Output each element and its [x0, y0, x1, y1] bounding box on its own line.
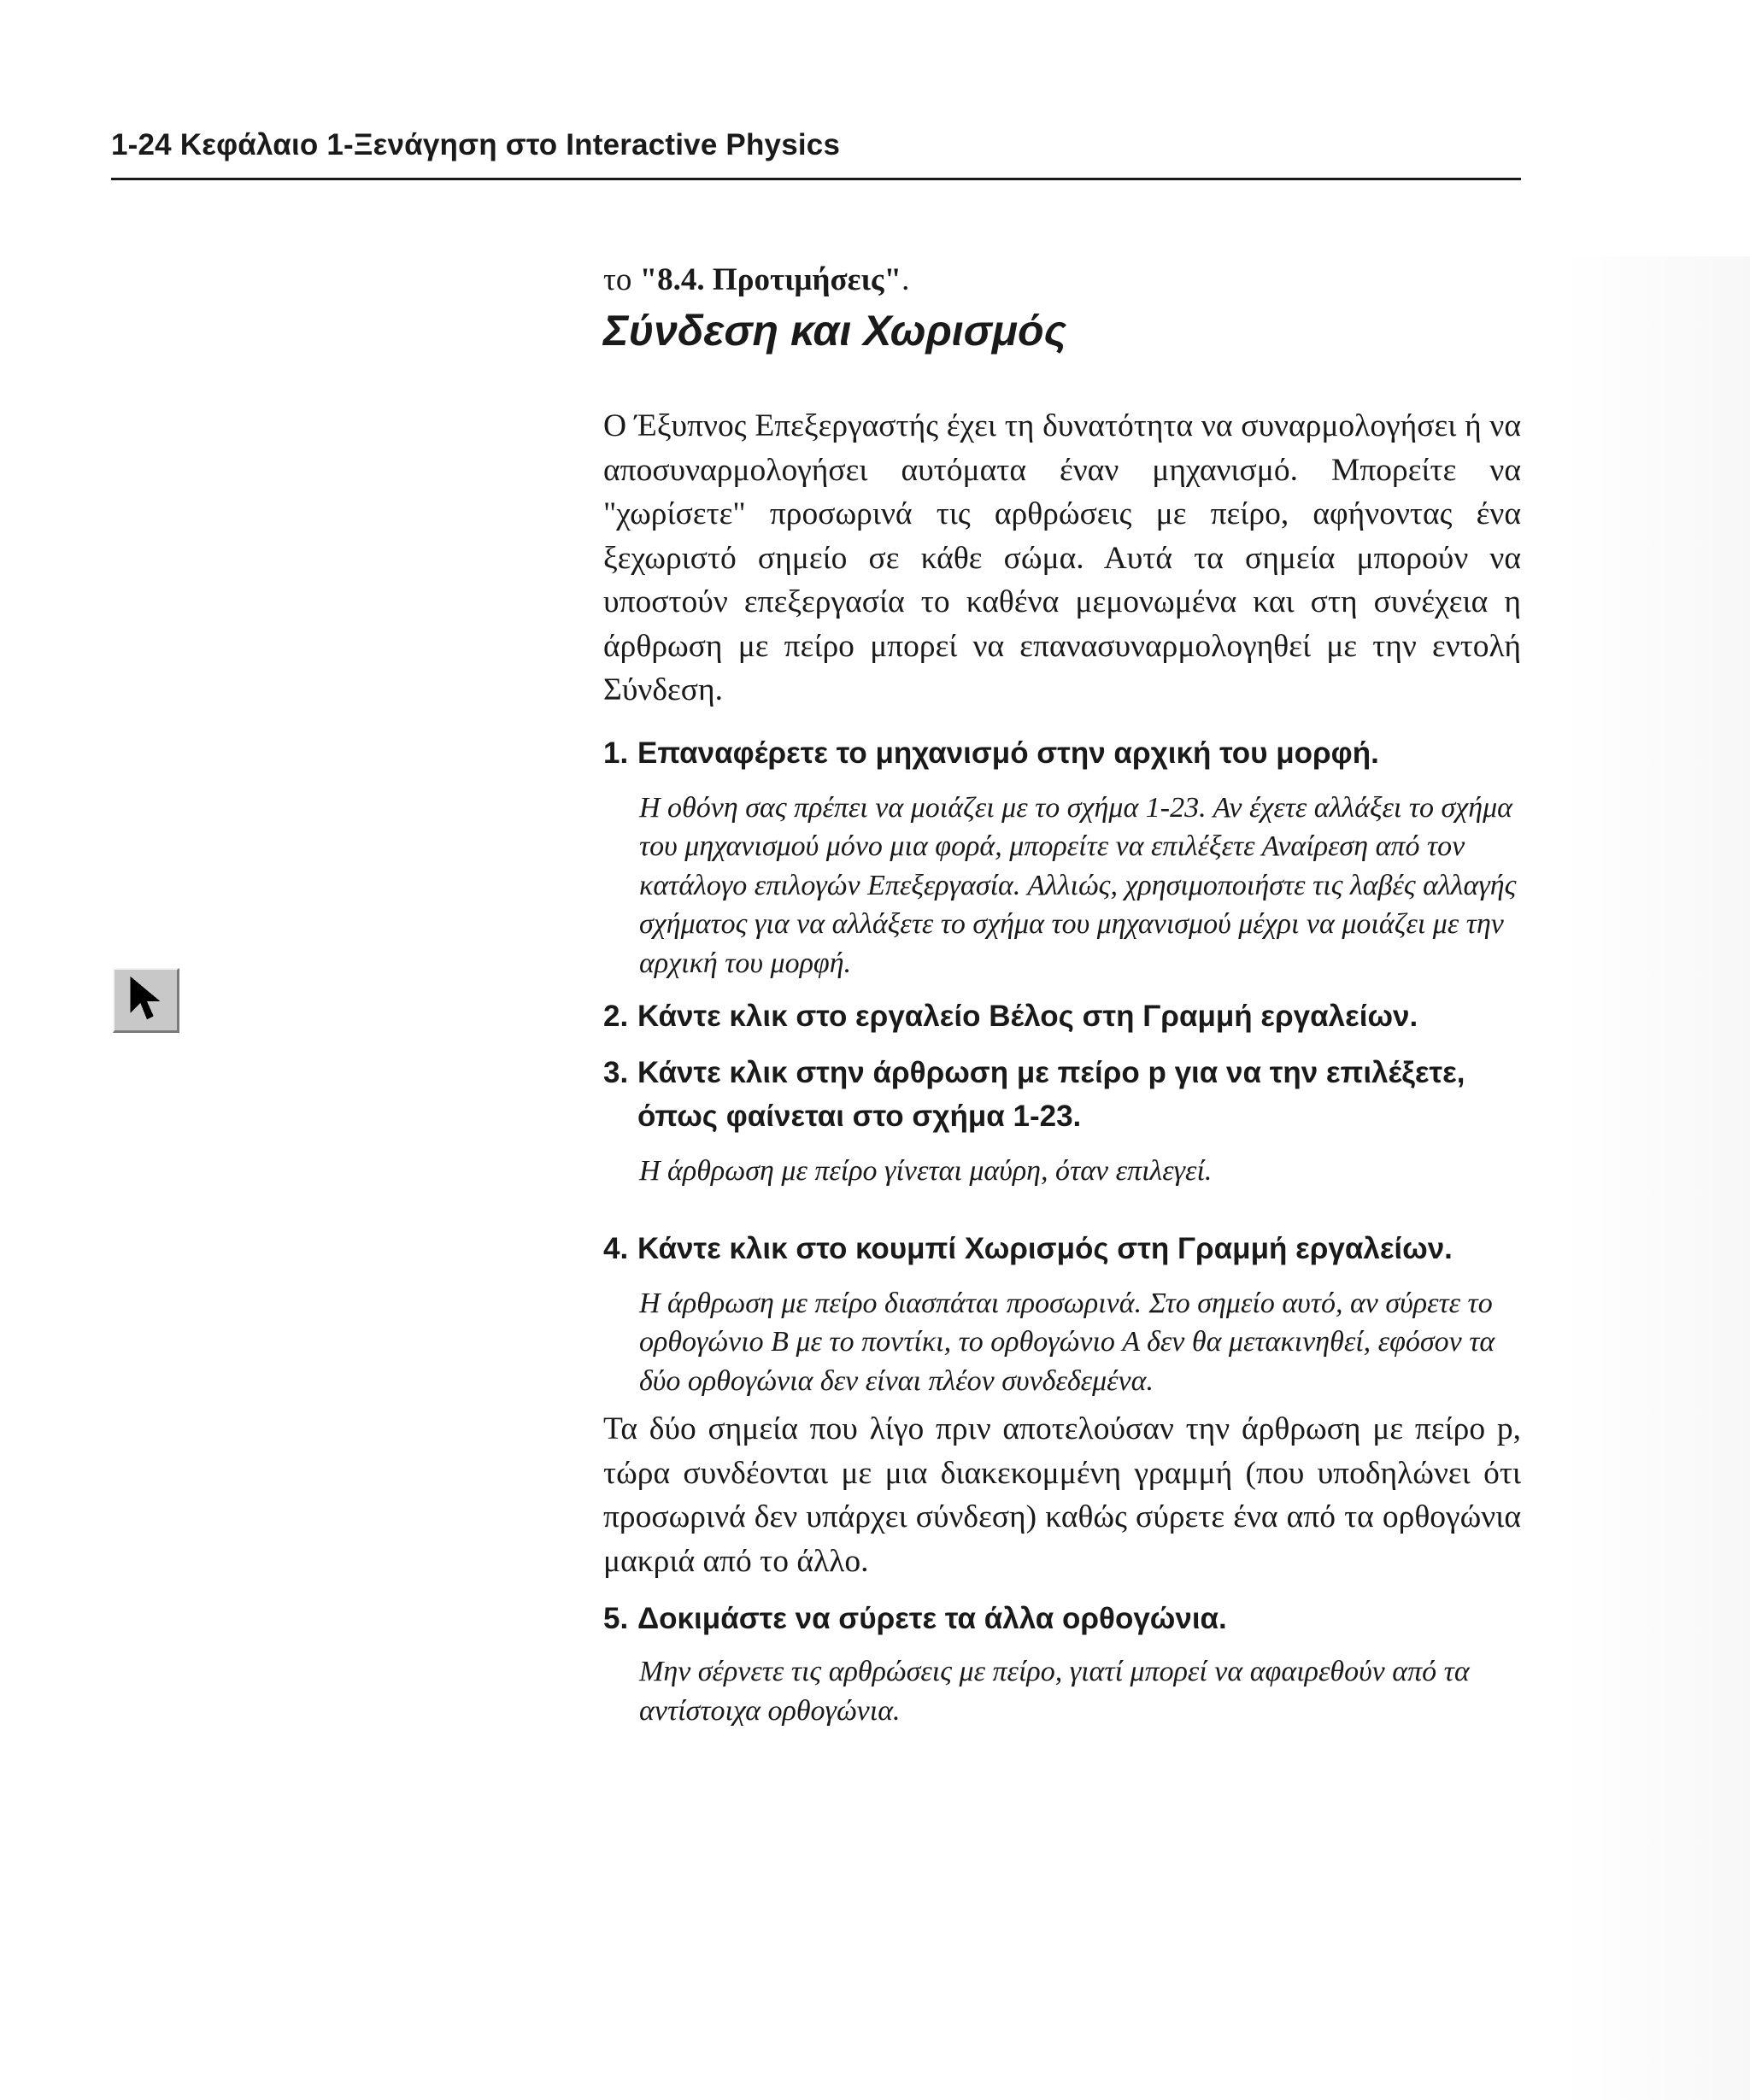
step-1-note: Η οθόνη σας πρέπει να μοιάζει με το σχήμα 1-23. Αν έχετε αλλάξει το σχήμα του μηχανισμού μόνο μια φορά, μπορείτε να επιλέξετε Αναίρεση από τον κατάλογο επιλογών Επεξεργασία. Αλλιώς, χρησιμοποιήστε τις λαβές αλλαγής σχήματος για να αλλάξετε το σχήμα του μηχανισμού μέχρι να μοιάζει με την αρχική του μορφή.: [639, 791, 1517, 979]
step-text: Κάντε κλικ στο εργαλείο Βέλος στη Γραμμή εργαλείων.: [637, 1000, 1418, 1033]
arrow-pointer-icon: [130, 977, 164, 1026]
step-1: [603, 731, 1521, 775]
step-3-note: Η άρθρωση με πείρο γίνεται μαύρη, όταν επιλεγεί.: [639, 1155, 1213, 1187]
step-2: [603, 994, 1521, 1038]
header-rule: [111, 178, 1521, 180]
step-text: Επαναφέρετε το μηχανισμό στην αρχική του μορφή.: [637, 736, 1379, 770]
step-number: 1.: [603, 736, 629, 770]
running-head: 1-24 Κεφάλαιο 1-Ξενάγηση στο Interactive Physics: [111, 128, 841, 161]
step-text: Κάντε κλικ στο κουμπί Χωρισμός στη Γραμμή εργαλείων.: [637, 1231, 1453, 1265]
step-3: [603, 1051, 1521, 1138]
main-content: [603, 261, 1521, 1730]
step-5-note: Μην σέρνετε τις αρθρώσεις με πείρο, γιατί μπορεί να αφαιρεθούν από τα αντίστοιχα ορθογώνια.: [639, 1656, 1470, 1727]
lead-reference: "8.4. Προτιμήσεις": [639, 262, 902, 297]
intro-paragraph: Ο Έξυπνος Επεξεργαστής έχει τη δυνατότητα να συναρμολογήσει ή να αποσυναρμολογήσει αυτόματα έναν μηχανισμό. Μπορείτε να "χωρίσετε" προσωρινά τις αρθρώσεις με πείρο, αφήνοντας ένα ξεχωριστό σημείο σε κάθε σώμα. Αυτά τα σημεία μπορούν να υποστούν επεξεργασία το καθένα μεμονωμένα και στη συνέχεια η άρθρωση με πείρο μπορεί να επανασυναρμολογηθεί με την εντολή Σύνδεση.: [603, 408, 1521, 707]
lead-prefix: το: [603, 262, 640, 297]
lead-suffix: .: [901, 262, 910, 297]
step-4-note: Η άρθρωση με πείρο διασπάται προσωρινά. Στο σημείο αυτό, αν σύρετε το ορθογώνιο B με το ποντίκι, το ορθογώνιο A δεν θα μετακινηθεί, εφόσον τα δύο ορθογώνια δεν είναι πλέον συνδεδεμένα.: [639, 1287, 1495, 1397]
step-text: Δοκιμάστε να σύρετε τα άλλα ορθογώνια.: [637, 1602, 1227, 1635]
step-number: 4.: [603, 1231, 629, 1265]
middle-paragraph: Τα δύο σημεία που λίγο πριν αποτελούσαν την άρθρωση με πείρο p, τώρα συνδέονται με μια διακεκομμένη γραμμή (που υποδηλώνει ότι προσωρινά δεν υπάρχει σύνδεση) καθώς σύρετε ένα από τα ορθογώνια μακριά από το άλλο.: [603, 1411, 1521, 1579]
step-number: 5.: [603, 1602, 629, 1635]
step-5: [603, 1597, 1521, 1640]
step-4: [603, 1227, 1521, 1270]
step-text: Κάντε κλικ στην άρθρωση με πείρο p για να την επιλέξετε, όπως φαίνεται στο σχήμα 1-23.: [637, 1056, 1465, 1133]
step-number: 2.: [603, 1000, 629, 1033]
section-title: Σύνδεση και Χωρισμός: [603, 307, 1067, 355]
lead-line: [603, 261, 1521, 300]
page-edge-shade: [1564, 256, 1750, 2100]
arrow-tool-button[interactable]: [113, 968, 179, 1033]
step-number: 3.: [603, 1056, 629, 1089]
